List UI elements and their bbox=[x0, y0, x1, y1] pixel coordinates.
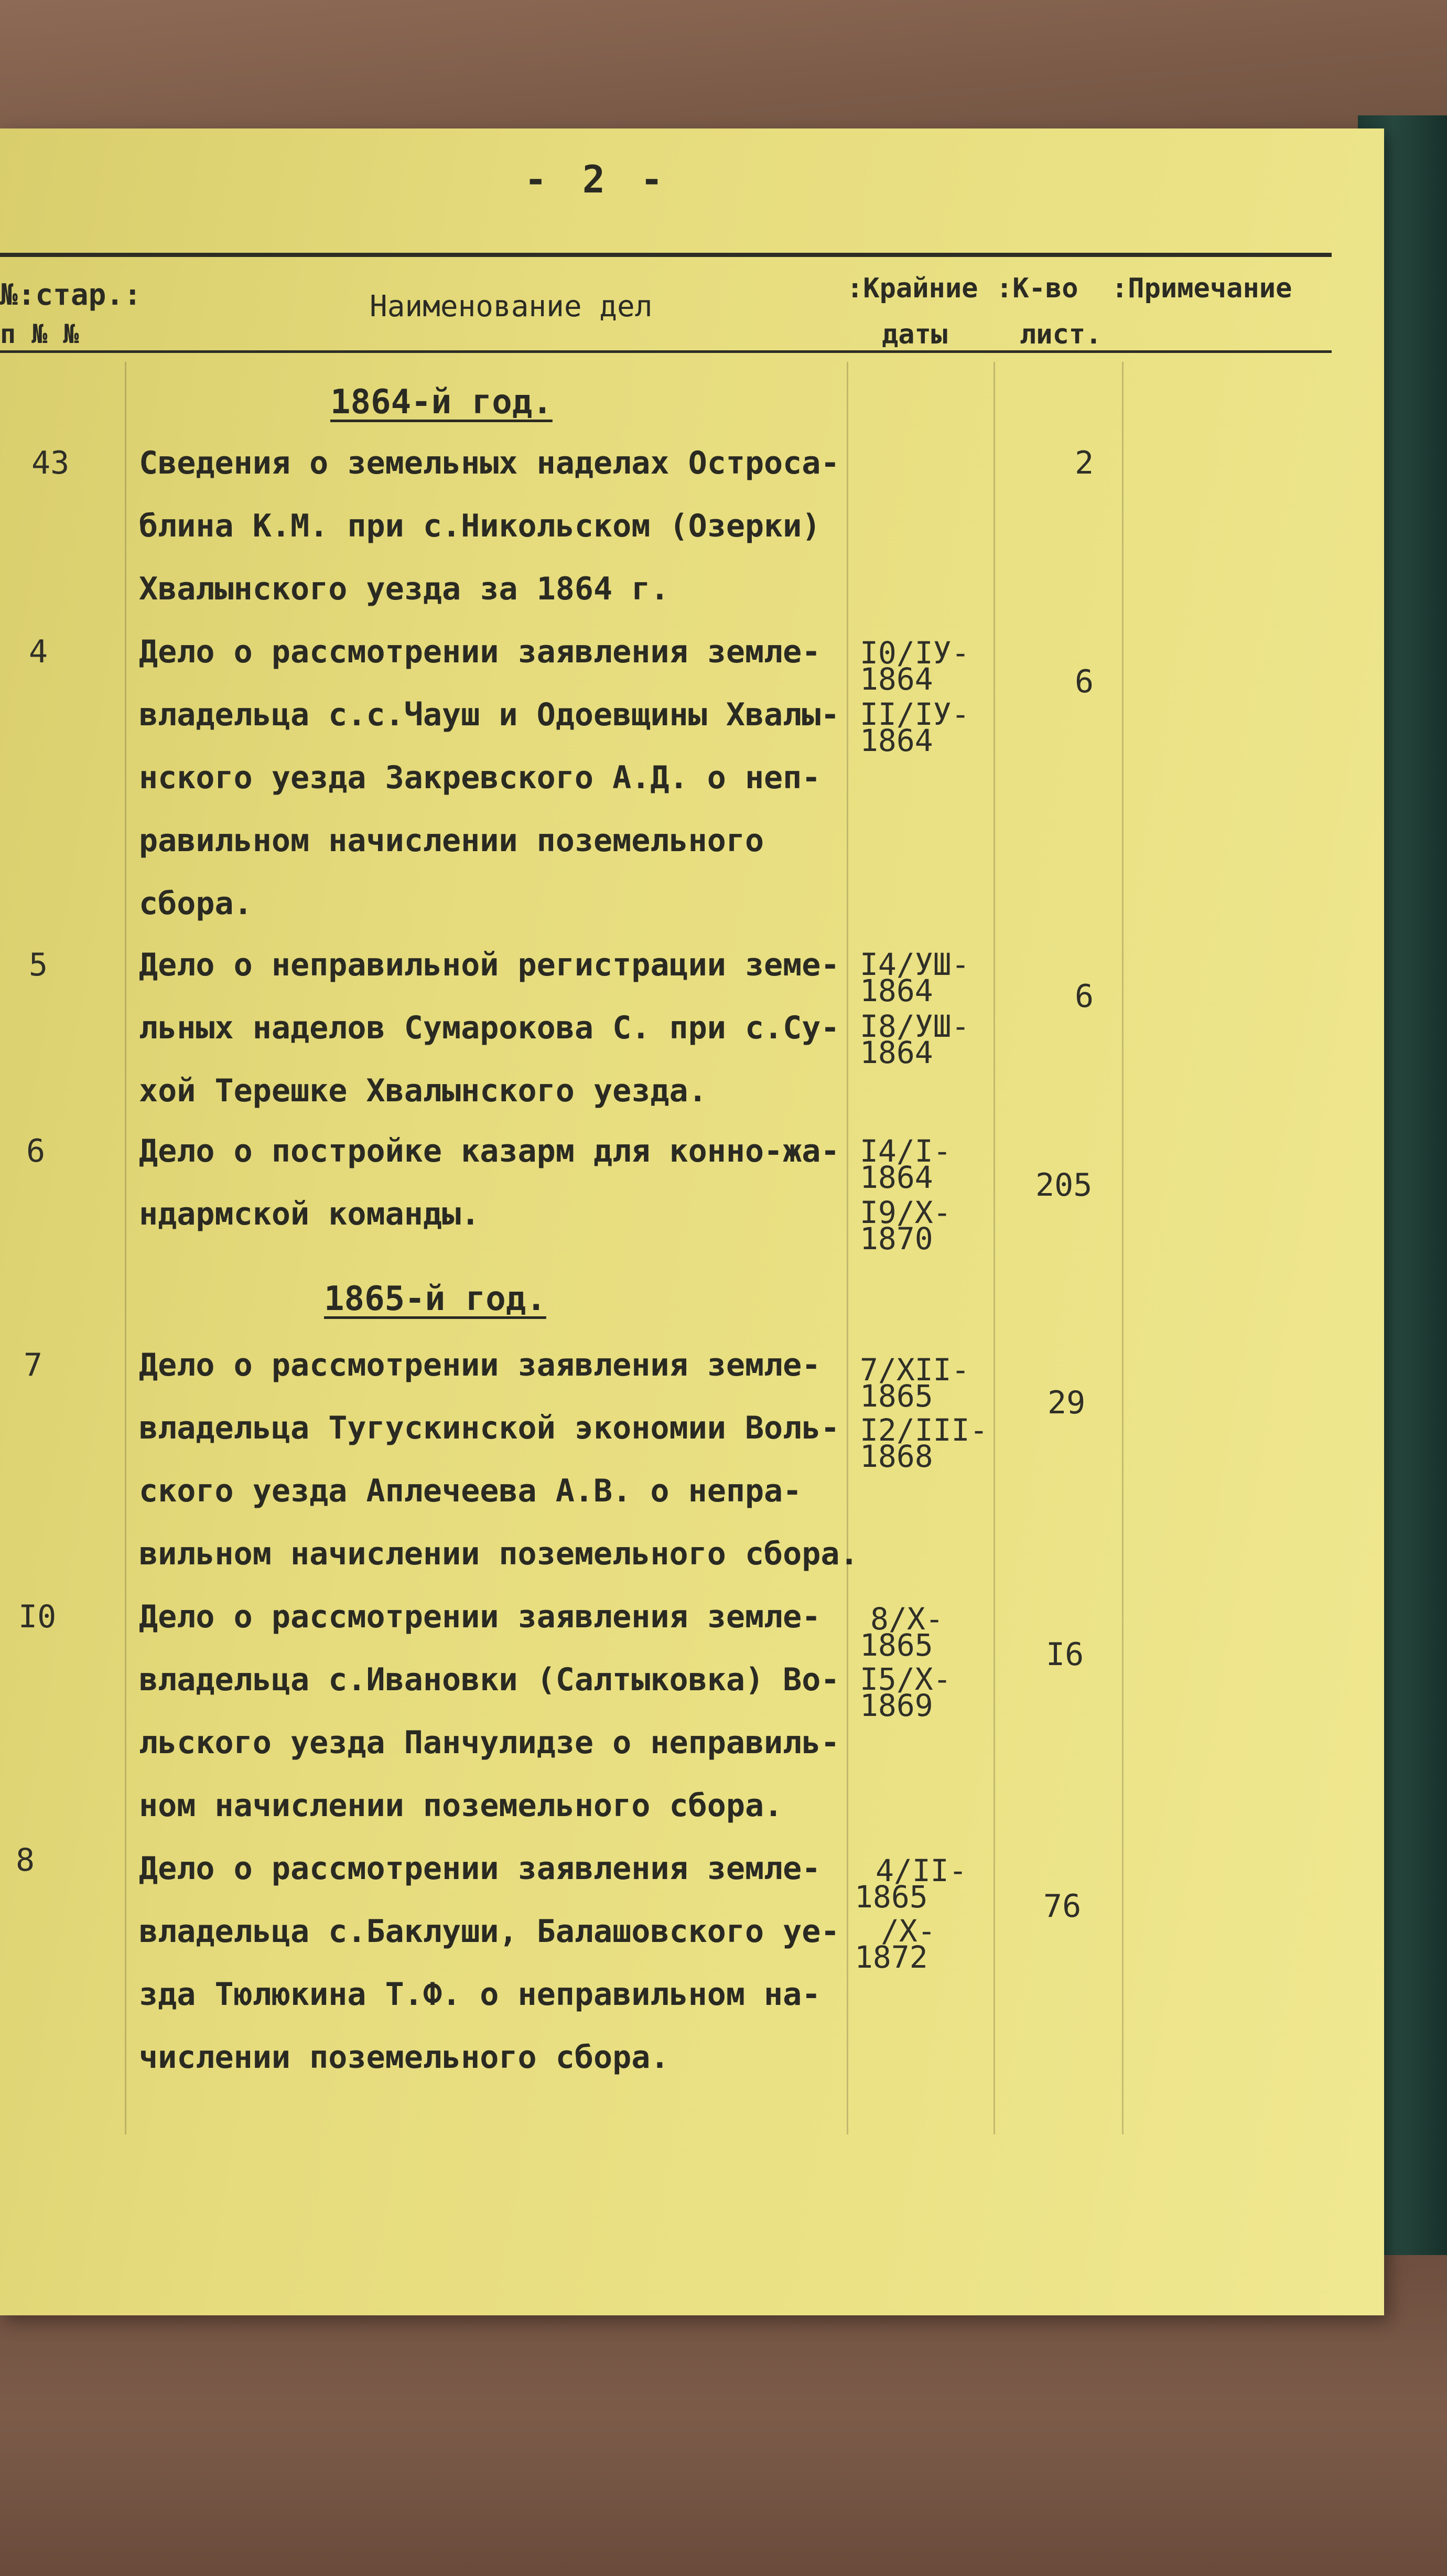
record-date-start-year: 1864 bbox=[860, 973, 933, 1008]
record-date-end-year: 1869 bbox=[860, 1688, 933, 1723]
record-date-start-year: 1864 bbox=[860, 661, 933, 697]
column-header-sheets-sub: лист. bbox=[1020, 319, 1102, 350]
column-line-3 bbox=[994, 362, 995, 2134]
record-date-end: II/IУ- bbox=[860, 696, 970, 732]
record-text-line: льных наделов Сумарокова С. при с.Су- bbox=[139, 1010, 840, 1046]
column-line-4 bbox=[1122, 362, 1124, 2134]
record-text-line: равильном начислении поземельного bbox=[139, 822, 764, 859]
record-date-end-year: 1864 bbox=[860, 1035, 933, 1070]
record-sheet-count: 205 bbox=[1035, 1167, 1093, 1204]
record-sheet-count: I6 bbox=[1046, 1636, 1084, 1673]
record-text-line: числении поземельного сбора. bbox=[139, 2039, 669, 2076]
page-number: - 2 - bbox=[524, 157, 669, 201]
record-sheet-count: 6 bbox=[1075, 663, 1094, 700]
year-heading-1864: 1864-й год. bbox=[330, 383, 553, 422]
header-rule-top bbox=[0, 253, 1332, 257]
column-header-sheets: :К-во bbox=[996, 273, 1078, 304]
record-text-line: ном начислении поземельного сбора. bbox=[139, 1787, 783, 1824]
header-rule-bottom bbox=[0, 350, 1332, 353]
record-date-start: I0/IУ- bbox=[860, 635, 970, 671]
record-text-line: Дело о рассмотрении заявления земле- bbox=[139, 1347, 821, 1383]
record-text-line: владельца с.Баклуши, Балашовского уе- bbox=[139, 1913, 840, 1950]
record-date-end-year: 1870 bbox=[860, 1221, 933, 1257]
record-date-end: I2/III- bbox=[860, 1412, 988, 1448]
record-date-start: I4/I- bbox=[860, 1133, 952, 1169]
record-text-line: Дело о рассмотрении заявления земле- bbox=[139, 1850, 821, 1887]
column-header-dates: :Крайние bbox=[847, 273, 978, 304]
record-text-line: хой Терешке Хвалынского уезда. bbox=[139, 1072, 707, 1109]
column-header-notes: :Примечание bbox=[1111, 273, 1292, 304]
record-date-start-year: 1865 bbox=[860, 1378, 933, 1414]
record-number: 5 bbox=[29, 947, 48, 983]
record-date-end: I9/X- bbox=[860, 1195, 952, 1230]
record-sheet-count: 2 bbox=[1075, 445, 1094, 481]
record-text-line: Хвалынского уезда за 1864 г. bbox=[139, 571, 669, 607]
record-number: 43 bbox=[31, 445, 70, 481]
record-text-line: нского уезда Закревского А.Д. о неп- bbox=[139, 759, 821, 796]
record-text-line: ского уезда Аплечеева А.В. о непра- bbox=[139, 1473, 802, 1509]
record-sheet-count: 29 bbox=[1048, 1384, 1086, 1421]
column-header-old-number-sub: п № № bbox=[0, 319, 79, 349]
record-date-start: 7/XII- bbox=[860, 1352, 970, 1388]
record-text-line: Дело о рассмотрении заявления земле- bbox=[139, 634, 821, 670]
record-date-end-year: 1868 bbox=[860, 1439, 933, 1474]
record-sheet-count: 76 bbox=[1043, 1888, 1082, 1925]
record-text-line: Дело о постройке казарм для конно-жа- bbox=[139, 1133, 840, 1169]
record-text-line: льского уезда Панчулидзе о неправиль- bbox=[139, 1724, 840, 1761]
record-text-line: вильном начислении поземельного сбора. bbox=[139, 1536, 859, 1572]
record-date-start-year: 1865 bbox=[855, 1879, 928, 1915]
record-date-end: I5/X- bbox=[860, 1661, 952, 1697]
record-number: 4 bbox=[29, 634, 48, 670]
record-date-end: I8/УШ- bbox=[860, 1008, 970, 1044]
column-header-old-number: №:стар.: bbox=[0, 278, 142, 312]
record-number: 7 bbox=[24, 1347, 43, 1383]
year-heading-1865: 1865-й год. bbox=[324, 1280, 546, 1318]
column-line-2 bbox=[847, 362, 848, 2134]
record-text-line: владельца Тугускинской экономии Воль- bbox=[139, 1410, 840, 1446]
record-text-line: сбора. bbox=[139, 885, 253, 922]
record-date-start-year: 1864 bbox=[860, 1160, 933, 1195]
record-number: I0 bbox=[18, 1598, 57, 1635]
record-text-line: блина К.М. при с.Никольском (Озерки) bbox=[139, 508, 821, 544]
record-date-start: 4/II- bbox=[876, 1853, 967, 1888]
record-number: 8 bbox=[16, 1842, 35, 1879]
column-header-name: Наименование дел bbox=[370, 289, 653, 324]
record-text-line: Сведения о земельных наделах Остроса- bbox=[139, 445, 840, 481]
record-date-start: I4/УШ- bbox=[860, 947, 970, 982]
record-text-line: Дело о рассмотрении заявления земле- bbox=[139, 1598, 821, 1635]
record-text-line: ндармской команды. bbox=[139, 1196, 480, 1232]
record-date-end: /X- bbox=[881, 1913, 936, 1949]
record-number: 6 bbox=[26, 1133, 46, 1169]
record-date-start: 8/X- bbox=[870, 1601, 944, 1637]
record-date-start-year: 1865 bbox=[860, 1627, 933, 1663]
record-date-end-year: 1872 bbox=[855, 1939, 928, 1975]
record-text-line: Дело о неправильной регистрации земе- bbox=[139, 947, 840, 983]
record-date-end-year: 1864 bbox=[860, 723, 933, 758]
record-text-line: владельца с.Ивановки (Салтыковка) Во- bbox=[139, 1661, 840, 1698]
column-line-1 bbox=[125, 362, 126, 2134]
record-text-line: владельца с.с.Чауш и Одоевщины Хвалы- bbox=[139, 696, 840, 733]
record-text-line: зда Тюлюкина Т.Ф. о неправильном на- bbox=[139, 1976, 821, 2013]
column-header-dates-sub: даты bbox=[882, 319, 948, 350]
record-sheet-count: 6 bbox=[1075, 978, 1094, 1015]
